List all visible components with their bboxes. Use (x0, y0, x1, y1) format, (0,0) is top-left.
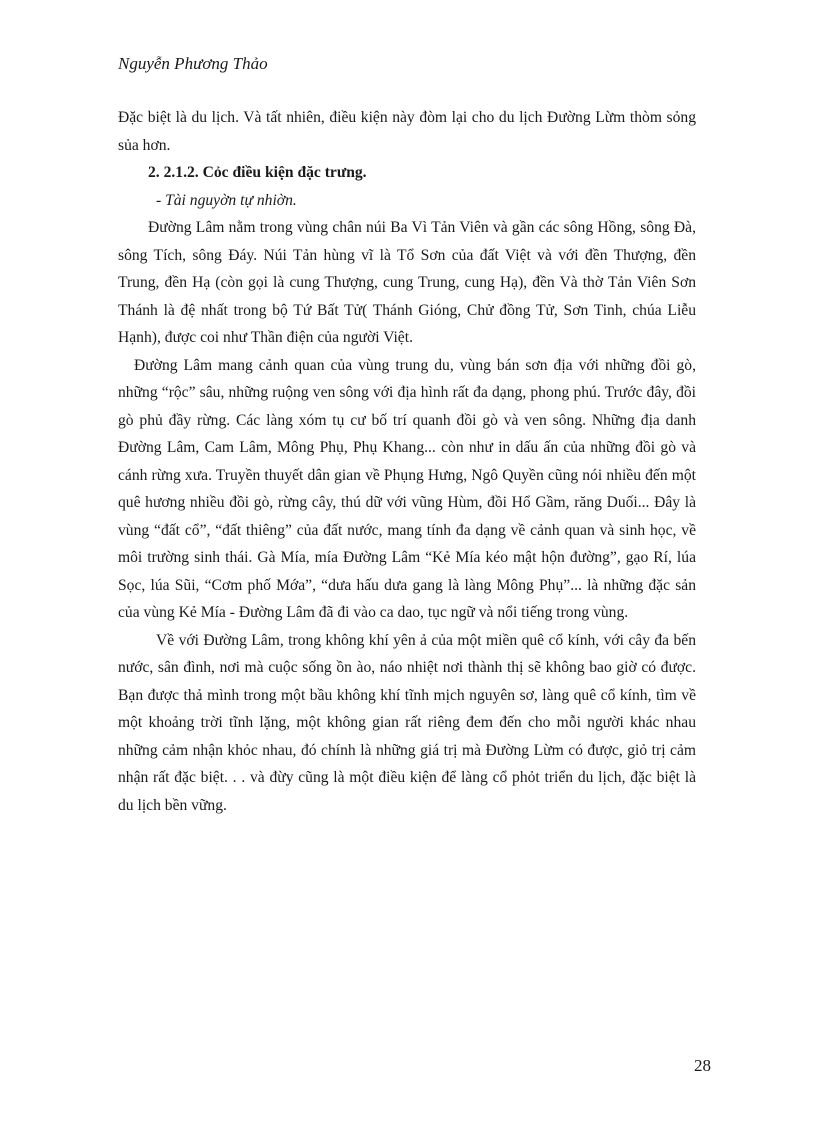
subsection-heading: - Tài nguyờn tự nhiờn. (156, 191, 297, 209)
page-number: 28 (694, 1056, 711, 1075)
paragraph-1: Đường Lâm nằm trong vùng chân núi Ba Vì Tản Viên và gần các sông Hồng, sông Đà, sông Tích, sông Đáy. Núi Tản hùng vĩ là Tổ Sơn của đất Việt và với đền Thượng, đền Trung, đền Hạ (còn gọi là cung Thượng, cung Trung, cung Hạ), đền Và thờ Tản Viên Sơn Thánh là đệ nhất trong bộ Tứ Bất Tử( Thánh Gióng, Chử đồng Tử, Sơn Tinh, chúa Liễu Hạnh), được coi như Thần điện của người Việt. (118, 219, 696, 346)
section-heading: 2. 2.1.2. Cỏc điều kiện đặc trưng. (148, 164, 367, 181)
body-text (118, 104, 696, 819)
paragraph-2: Đường Lâm mang cảnh quan của vùng trung du, vùng bán sơn địa với những đồi gò, những “rộc” sâu, những ruộng ven sông với địa hình rất đa dạng, phong phú. Trước đây, đồi gò phủ đầy rừng. Các làng xóm tụ cư bố trí quanh đồi gò và ven sông. Những địa danh Đường Lâm, Cam Lâm, Mông Phụ, Phụ Khang... còn như in dấu ấn của những đồi gò và cánh rừng xưa. Truyền thuyết dân gian về Phụng Hưng, Ngô Quyền cũng nói nhiều đến một quê hương nhiều đồi gò, rừng cây, thú dữ với vũng Hùm, đồi Hổ Gầm, răng Duối... Đây là vùng “đất cổ”, “đất thiêng” của đất nước, mang tính đa dạng về cảnh quan và sinh học, về môi trường sinh thái. Gà Mía, mía Đường Lâm “Kẻ Mía kéo mật hộn đường”, gạo Rí, lúa Sọc, lúa Sũi, “Cơm phố Mớa”, “dưa hấu dưa gang là làng Mông Phụ”... là những đặc sản của vùng Kẻ Mía - Đường Lâm đã đi vào ca dao, tục ngữ và nổi tiếng trong vùng. (118, 356, 696, 621)
running-header-author: Nguyễn Phương Thảo (118, 54, 268, 73)
paragraph-3: Về với Đường Lâm, trong không khí yên ả của một miền quê cổ kính, với cây đa bến nước, sân đình, nơi mà cuộc sống ồn ào, náo nhiệt nơi thành thị sẽ không bao giờ có được. Bạn được thả mình trong một bầu không khí tĩnh mịch nguyên sơ, làng quê cổ kính, tìm về một khoảng trời tĩnh lặng, một không gian rất riêng đem đến cho mỗi người khác nhau những cảm nhận khỏc nhau, đó chính là những giá trị mà Đường Lừm có được, giỏ trị cảm nhận rất đặc biệt. . . và đừy cũng là một điều kiện để làng cổ phỏt triển du lịch, đặc biệt là du lịch bền vững. (118, 631, 696, 814)
intro-paragraph: Đặc biệt là du lịch. Và tất nhiên, điều kiện này đòm lại cho du lịch Đường Lừm thòm sỏng sủa hơn. (118, 109, 696, 154)
